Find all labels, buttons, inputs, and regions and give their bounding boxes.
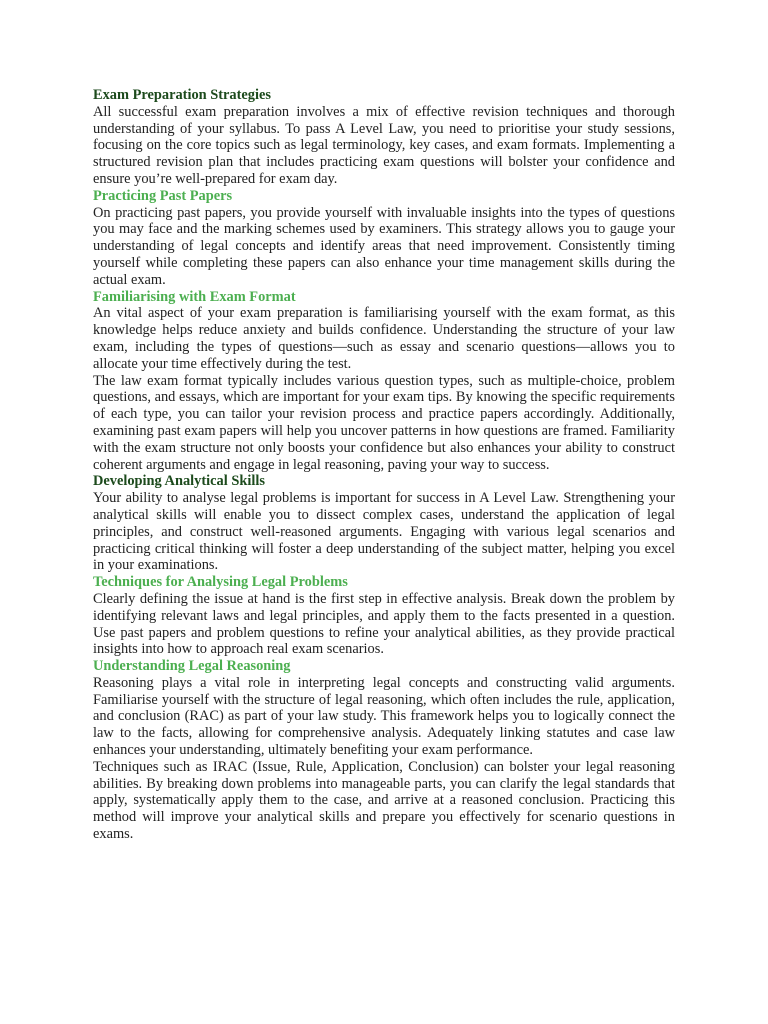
paragraph-exam-preparation: All successful exam preparation involves a mix of effective revision techniques and thorough understanding of your syllabus. To pass A Level Law, you need to prioritise your study sessions, focusing on the core topics such as legal terminology, key cases, and exam formats. Implementing a structured revision plan that includes practicing exam questions will bolster your confidence and ensure you’re well-prepared for exam day. [93,103,675,187]
paragraph-analytical-skills: Your ability to analyse legal problems is important for success in A Level Law. Strengthening your analytical skills will enable you to dissect complex cases, understand the application of legal principles, and construct well-reasoned arguments. Engaging with various legal scenarios and practicing critical thinking will foster a deep understanding of the subject matter, helping you excel in your examinations. [93,490,675,574]
heading-exam-preparation-strategies: Exam Preparation Strategies [93,87,271,103]
paragraph-exam-format-2: The law exam format typically includes various question types, such as multiple-choice, problem questions, and essays, which are important for your exam tips. By knowing the specific requirements of each type, you can tailor your revision process and practice papers accordingly. Additionally, examining past exam papers will help you uncover patterns in how questions are framed. Familiarity with the exam structure not only boosts your confidence but also enhances your ability to construct coherent arguments and engage in legal reasoning, paving your way to success. [93,372,675,473]
heading-techniques-analysing: Techniques for Analysing Legal Problems [93,574,348,591]
paragraph-exam-format-1: An vital aspect of your exam preparation is familiarising yourself with the exam format, as this knowledge helps reduce anxiety and builds confidence. Understanding the structure of your law exam, including the types of questions—such as essay and scenario questions—allows you to allocate your time effectively during the test. [93,305,675,372]
heading-developing-analytical-skills: Developing Analytical Skills [93,473,265,490]
heading-familiarising-exam-format: Familiarising with Exam Format [93,288,296,305]
paragraph-legal-reasoning-2: Techniques such as IRAC (Issue, Rule, Application, Conclusion) can bolster your legal reasoning abilities. By breaking down problems into manageable parts, you can clarify the legal standards that apply, systematically apply them to the case, and arrive at a reasoned conclusion. Practicing this method will improve your analytical skills and prepare you effectively for scenario questions in exams. [93,758,675,843]
heading-understanding-legal-reasoning: Understanding Legal Reasoning [93,658,291,675]
paragraph-legal-reasoning-1: Reasoning plays a vital role in interpreting legal concepts and constructing valid arguments. Familiarise yourself with the structure of legal reasoning, which often includes the rule, application, and conclusion (RAC) as part of your law study. This framework helps you to logically connect the law to the facts, allowing for comprehensive analysis. Adequately linking statutes and case law enhances your understanding, ultimately benefiting your exam performance. [93,674,675,759]
heading-practicing-past-papers: Practicing Past Papers [93,187,233,204]
paragraph-past-papers: On practicing past papers, you provide yourself with invaluable insights into the types of questions you may face and the marking schemes used by examiners. This strategy allows you to gauge your understanding of legal concepts and identify areas that need improvement. Consistently timing yourself while completing these papers can also enhance your time management skills during the actual exam. [93,204,675,288]
paragraph-techniques: Clearly defining the issue at hand is the first step in effective analysis. Break down the problem by identifying relevant laws and legal principles, and apply them to the facts presented in a question. Use past papers and problem questions to refine your analytical abilities, as they provide practical insights into how to approach real exam scenarios. [93,590,675,658]
document-page [93,87,675,843]
